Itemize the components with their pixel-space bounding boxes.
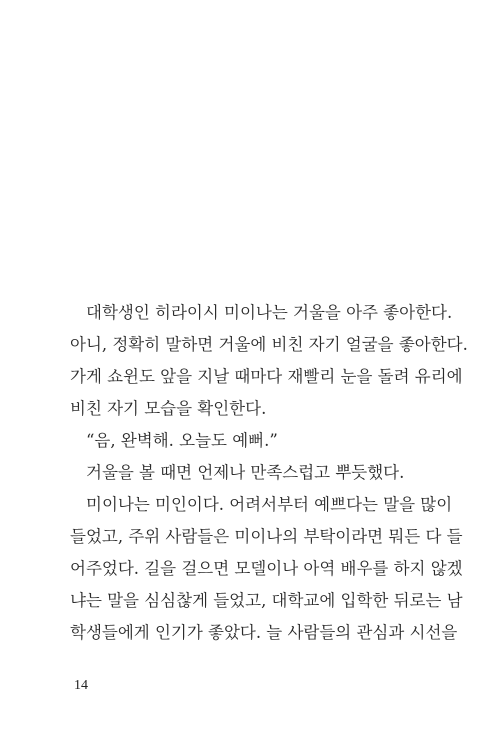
text-line: 아니, 정확히 말하면 거울에 비친 자기 얼굴을 좋아한다. (70, 335, 468, 354)
dialogue-line: “음, 완벽해. 오늘도 예뻐.” (86, 431, 278, 450)
page-number: 14 (74, 678, 88, 693)
body-text (70, 297, 468, 649)
text-line: 들었고, 주위 사람들은 미이나의 부탁이라면 뭐든 다 들 (70, 527, 463, 546)
text-line: 미이나는 미인이다. 어려서부터 예쁘다는 말을 많이 (86, 495, 453, 514)
text-line: 학생들에게 인기가 좋았다. 늘 사람들의 관심과 시선을 (70, 623, 458, 642)
text-line: 거울을 볼 때면 언제나 만족스럽고 뿌듯했다. (86, 463, 405, 482)
text-line: 가게 쇼윈도 앞을 지날 때마다 재빨리 눈을 돌려 유리에 (70, 367, 463, 386)
text-line: 대학생인 히라이시 미이나는 거울을 아주 좋아한다. (86, 303, 453, 322)
text-line: 비친 자기 모습을 확인한다. (70, 399, 267, 418)
text-line: 어주었다. 길을 걸으면 모델이나 아역 배우를 하지 않겠 (70, 559, 463, 578)
text-line: 냐는 말을 심심찮게 들었고, 대학교에 입학한 뒤로는 남 (70, 591, 463, 610)
